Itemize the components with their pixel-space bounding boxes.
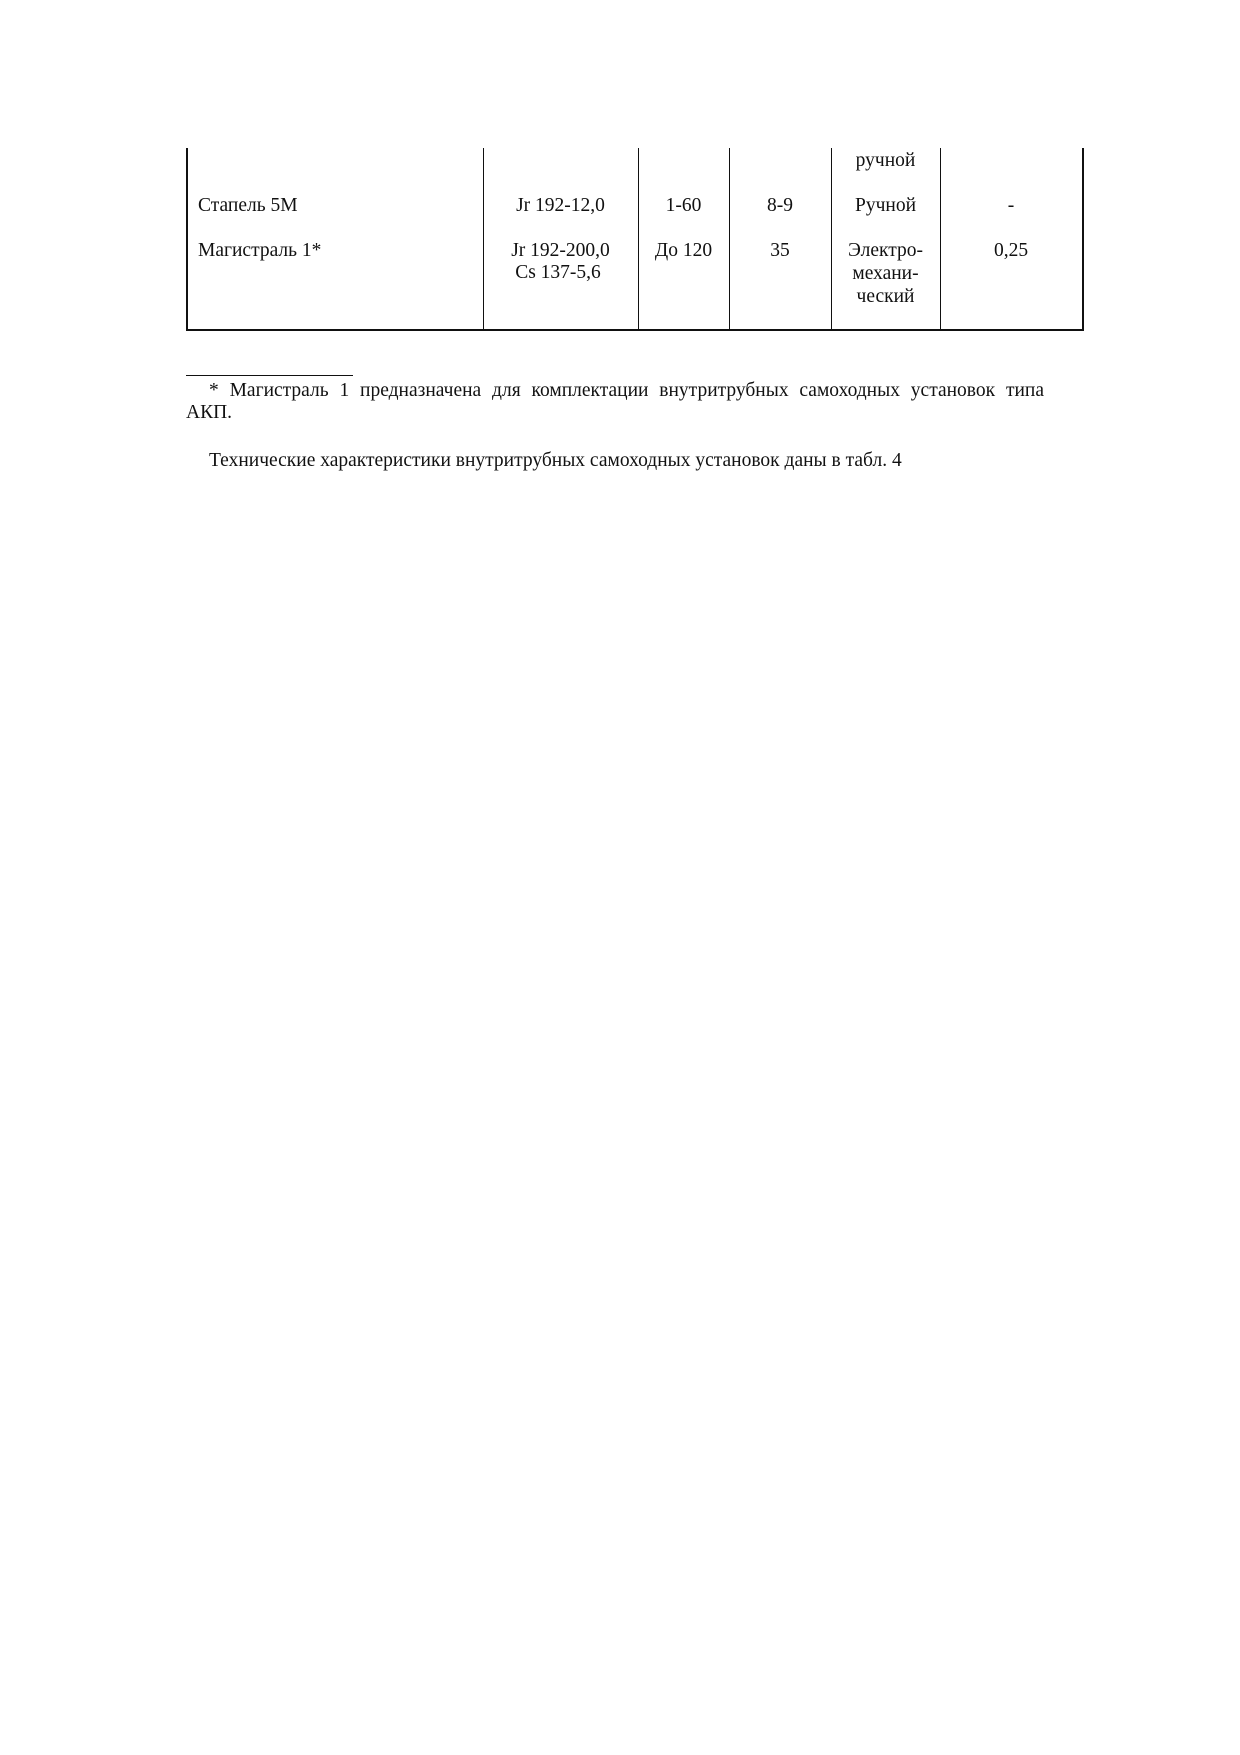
table-cell-drive: Электро-	[848, 240, 923, 261]
column-divider	[483, 148, 484, 329]
table-cell-value: 8-9	[767, 195, 793, 216]
table-cell-value: 35	[770, 240, 790, 261]
table-cell-name: Стапель 5М	[198, 195, 298, 216]
table-cell-source: Jr 192-12,0	[516, 195, 605, 216]
footnote-separator	[186, 375, 353, 376]
footnote	[186, 380, 1044, 424]
column-divider	[638, 148, 639, 329]
table-cell-source: Jr 192-200,0	[511, 240, 610, 261]
table-cell-drive: ручной	[855, 150, 916, 171]
footnote-line: АКП.	[186, 402, 233, 423]
table-cell-value: До 120	[654, 240, 713, 261]
column-divider	[940, 148, 941, 329]
column-divider	[729, 148, 730, 329]
table-cell-drive: механи-	[852, 263, 919, 284]
table-cell-name: Магистраль 1*	[198, 240, 322, 261]
footnote-line: * Магистраль 1 предназначена для комплектации внутритрубных самоходных установок типа	[209, 380, 1044, 401]
table-cell-value: 1-60	[665, 195, 702, 216]
table-cell-drive: ческий	[856, 286, 915, 307]
equipment-table	[186, 148, 1084, 331]
table-cell-source: Cs 137-5,6	[515, 262, 601, 283]
body-paragraph: Технические характеристики внутритрубных самоходных установок даны в табл. 4	[209, 450, 902, 471]
table-cell-value: 0,25	[993, 240, 1029, 261]
table-cell-drive: Ручной	[854, 195, 917, 216]
table-cell-value: -	[1007, 195, 1015, 216]
